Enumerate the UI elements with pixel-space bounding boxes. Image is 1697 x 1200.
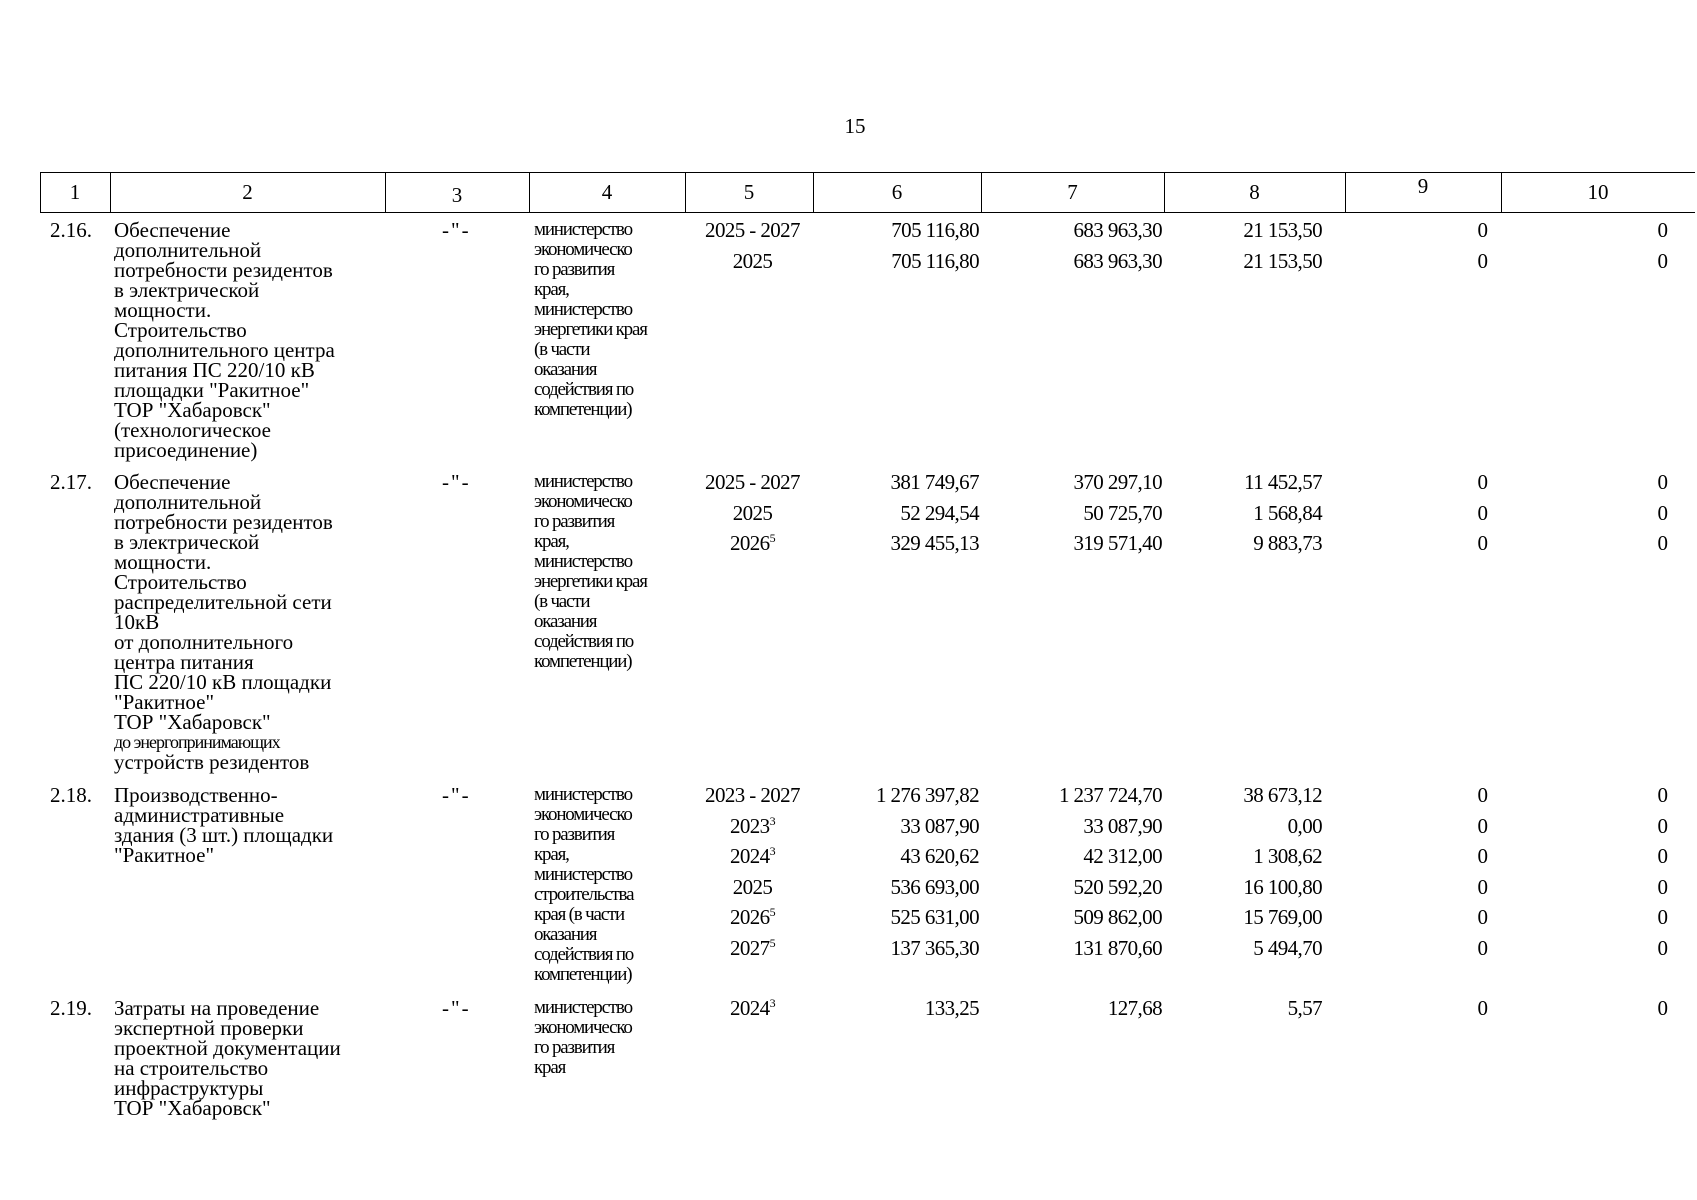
value-cell-7: 131 870,60 [1073, 935, 1162, 960]
period-cell: 2025 [732, 248, 773, 273]
value-cell-6: 381 749,67 [890, 470, 979, 494]
value-cell-8: 38 673,12 [1243, 783, 1322, 807]
value-cell-9: 0 [1477, 783, 1488, 807]
executor: министерство экономическо го развития края, министерство энергетики края (в части оказания содействия по компетенции) [534, 471, 647, 672]
value-cell-9: 0 [1477, 874, 1488, 899]
footnote-mark: 5 [769, 935, 775, 950]
value-cell-8: 0,00 [1287, 813, 1322, 838]
period-cell: 2026$^5$ [729, 531, 775, 555]
ditto-mark: -"- [442, 218, 471, 242]
value-cell-10: 0 [1657, 783, 1668, 807]
value-cell-8: 5 494,70 [1253, 935, 1322, 960]
value-cell-9: 0 [1477, 935, 1488, 960]
value-cell-6: 52 294,54 [900, 500, 979, 525]
value-cell-7: 127,68 [1107, 996, 1162, 1020]
value-cell-7: 683 963,30 [1073, 218, 1162, 242]
value-cell-6: 705 116,80 [891, 248, 979, 273]
value-cell-10: 0 [1657, 248, 1668, 273]
value-cell-8: 16 100,80 [1243, 874, 1322, 899]
value-cell-6: 329 455,13 [890, 531, 979, 555]
value-cell-8: 1 568,84 [1253, 500, 1322, 525]
page-number: 15 [844, 114, 866, 138]
value-cell-10: 0 [1657, 218, 1668, 242]
value-cell-8: 15 769,00 [1243, 905, 1322, 929]
footnote-mark: 3 [769, 996, 775, 1010]
value-cell-7: 33 087,90 [1083, 813, 1162, 838]
column-header-7: 7 [1067, 180, 1078, 204]
value-cell-9: 0 [1477, 470, 1488, 494]
event-name: Затраты на проведение экспертной проверки проектной документации на строительство инфраструктуры ТОР "Хабаровск" [114, 996, 341, 1120]
value-cell-10: 0 [1657, 935, 1668, 960]
value-cell-6: 536 693,00 [890, 874, 979, 899]
value-cell-8: 21 153,50 [1243, 248, 1322, 273]
value-cell-6: 43 620,62 [900, 844, 979, 868]
value-cell-10: 0 [1657, 813, 1668, 838]
period-cell: 2027$^5$ [729, 935, 775, 960]
footnote-mark: 3 [769, 844, 775, 858]
column-header-4: 4 [601, 180, 613, 204]
value-cell-8: 1 308,62 [1253, 844, 1322, 868]
value-cell-7: 1 237 724,70 [1058, 783, 1162, 807]
value-cell-6: 705 116,80 [891, 218, 979, 242]
footnote-mark: 5 [769, 905, 775, 919]
period-cell: 2023$^3$ [729, 813, 775, 838]
column-header-9: 9 [1417, 174, 1429, 198]
executor: министерство экономическо го развития края, министерство энергетики края (в части оказания содействия по компетенции) [534, 219, 647, 420]
value-cell-10: 0 [1657, 874, 1668, 899]
value-cell-6: 133,25 [924, 996, 979, 1020]
column-header-3: 3 [451, 183, 463, 207]
event-name: Обеспечение дополнительной потребности резидентов в электрической мощности. Строительство распределительной сети 10кВ от дополнительного центра питания ПС 220/10 кВ площадки "Ракитное" ТОР "Хабаровск" до энергопринимающих устройств резидентов [114, 470, 333, 774]
event-name: Производственно- административные здания (3 шт.) площадки "Ракитное" [114, 783, 334, 867]
value-cell-7: 520 592,20 [1073, 874, 1162, 899]
period-cell: 2023 - 2027 [705, 783, 800, 807]
value-cell-6: 1 276 397,82 [875, 783, 979, 807]
value-cell-9: 0 [1477, 905, 1488, 929]
footnote-mark: 5 [769, 531, 775, 545]
value-cell-7: 42 312,00 [1083, 844, 1162, 868]
value-cell-6: 33 087,90 [900, 813, 979, 838]
column-header-2: 2 [242, 180, 253, 204]
value-cell-10: 0 [1657, 531, 1668, 555]
footnote-mark: 3 [769, 813, 775, 828]
value-cell-7: 509 862,00 [1073, 905, 1162, 929]
value-cell-9: 0 [1477, 996, 1488, 1020]
value-cell-10: 0 [1657, 844, 1668, 868]
column-header-6: 6 [891, 180, 903, 204]
value-cell-8: 11 452,57 [1244, 470, 1322, 494]
column-header-10: 10 [1587, 180, 1609, 204]
value-cell-10: 0 [1657, 470, 1668, 494]
value-cell-10: 0 [1657, 500, 1668, 525]
ditto-mark: -"- [442, 470, 471, 494]
value-cell-10: 0 [1657, 905, 1668, 929]
ditto-mark: -"- [442, 783, 471, 807]
value-cell-7: 50 725,70 [1083, 500, 1162, 525]
value-cell-10: 0 [1657, 996, 1668, 1020]
value-cell-9: 0 [1477, 844, 1488, 868]
column-header-8: 8 [1249, 180, 1260, 204]
row-number: 2.16. [50, 218, 92, 242]
row-number: 2.17. [50, 470, 92, 494]
value-cell-7: 319 571,40 [1073, 531, 1162, 555]
value-cell-7: 683 963,30 [1073, 248, 1162, 273]
value-cell-6: 137 365,30 [890, 935, 979, 960]
period-cell: 2026$^5$ [729, 905, 775, 929]
value-cell-8: 5,57 [1287, 996, 1322, 1020]
row-number: 2.19. [50, 996, 92, 1020]
value-cell-8: 21 153,50 [1243, 218, 1322, 242]
value-cell-9: 0 [1477, 248, 1488, 273]
row-number: 2.18. [50, 783, 92, 807]
period-cell: 2025 - 2027 [705, 218, 800, 242]
value-cell-8: 9 883,73 [1253, 531, 1322, 555]
table-header-row [40, 172, 1695, 213]
value-cell-9: 0 [1477, 813, 1488, 838]
executor: министерство экономическо го развития края, министерство строительства края (в части оказания содействия по компетенции) [534, 784, 634, 985]
period-cell: 2024$^3$ [729, 844, 775, 868]
executor: министерство экономическо го развития края [534, 997, 632, 1078]
value-cell-7: 370 297,10 [1073, 470, 1162, 494]
period-cell: 2025 [732, 874, 773, 899]
column-header-1: 1 [69, 180, 81, 204]
ditto-mark: -"- [442, 996, 471, 1020]
period-cell: 2024$^3$ [729, 996, 775, 1020]
value-cell-9: 0 [1477, 500, 1488, 525]
event-name: Обеспечение дополнительной потребности резидентов в электрической мощности. Строительство дополнительного центра питания ПС 220/10 кВ площадки "Ракитное" ТОР "Хабаровск" (технологическое присоединение) [114, 218, 335, 462]
period-cell: 2025 [732, 500, 773, 525]
value-cell-9: 0 [1477, 218, 1488, 242]
value-cell-9: 0 [1477, 531, 1488, 555]
column-header-5: 5 [743, 180, 755, 204]
period-cell: 2025 - 2027 [705, 470, 800, 494]
value-cell-6: 525 631,00 [890, 905, 979, 929]
